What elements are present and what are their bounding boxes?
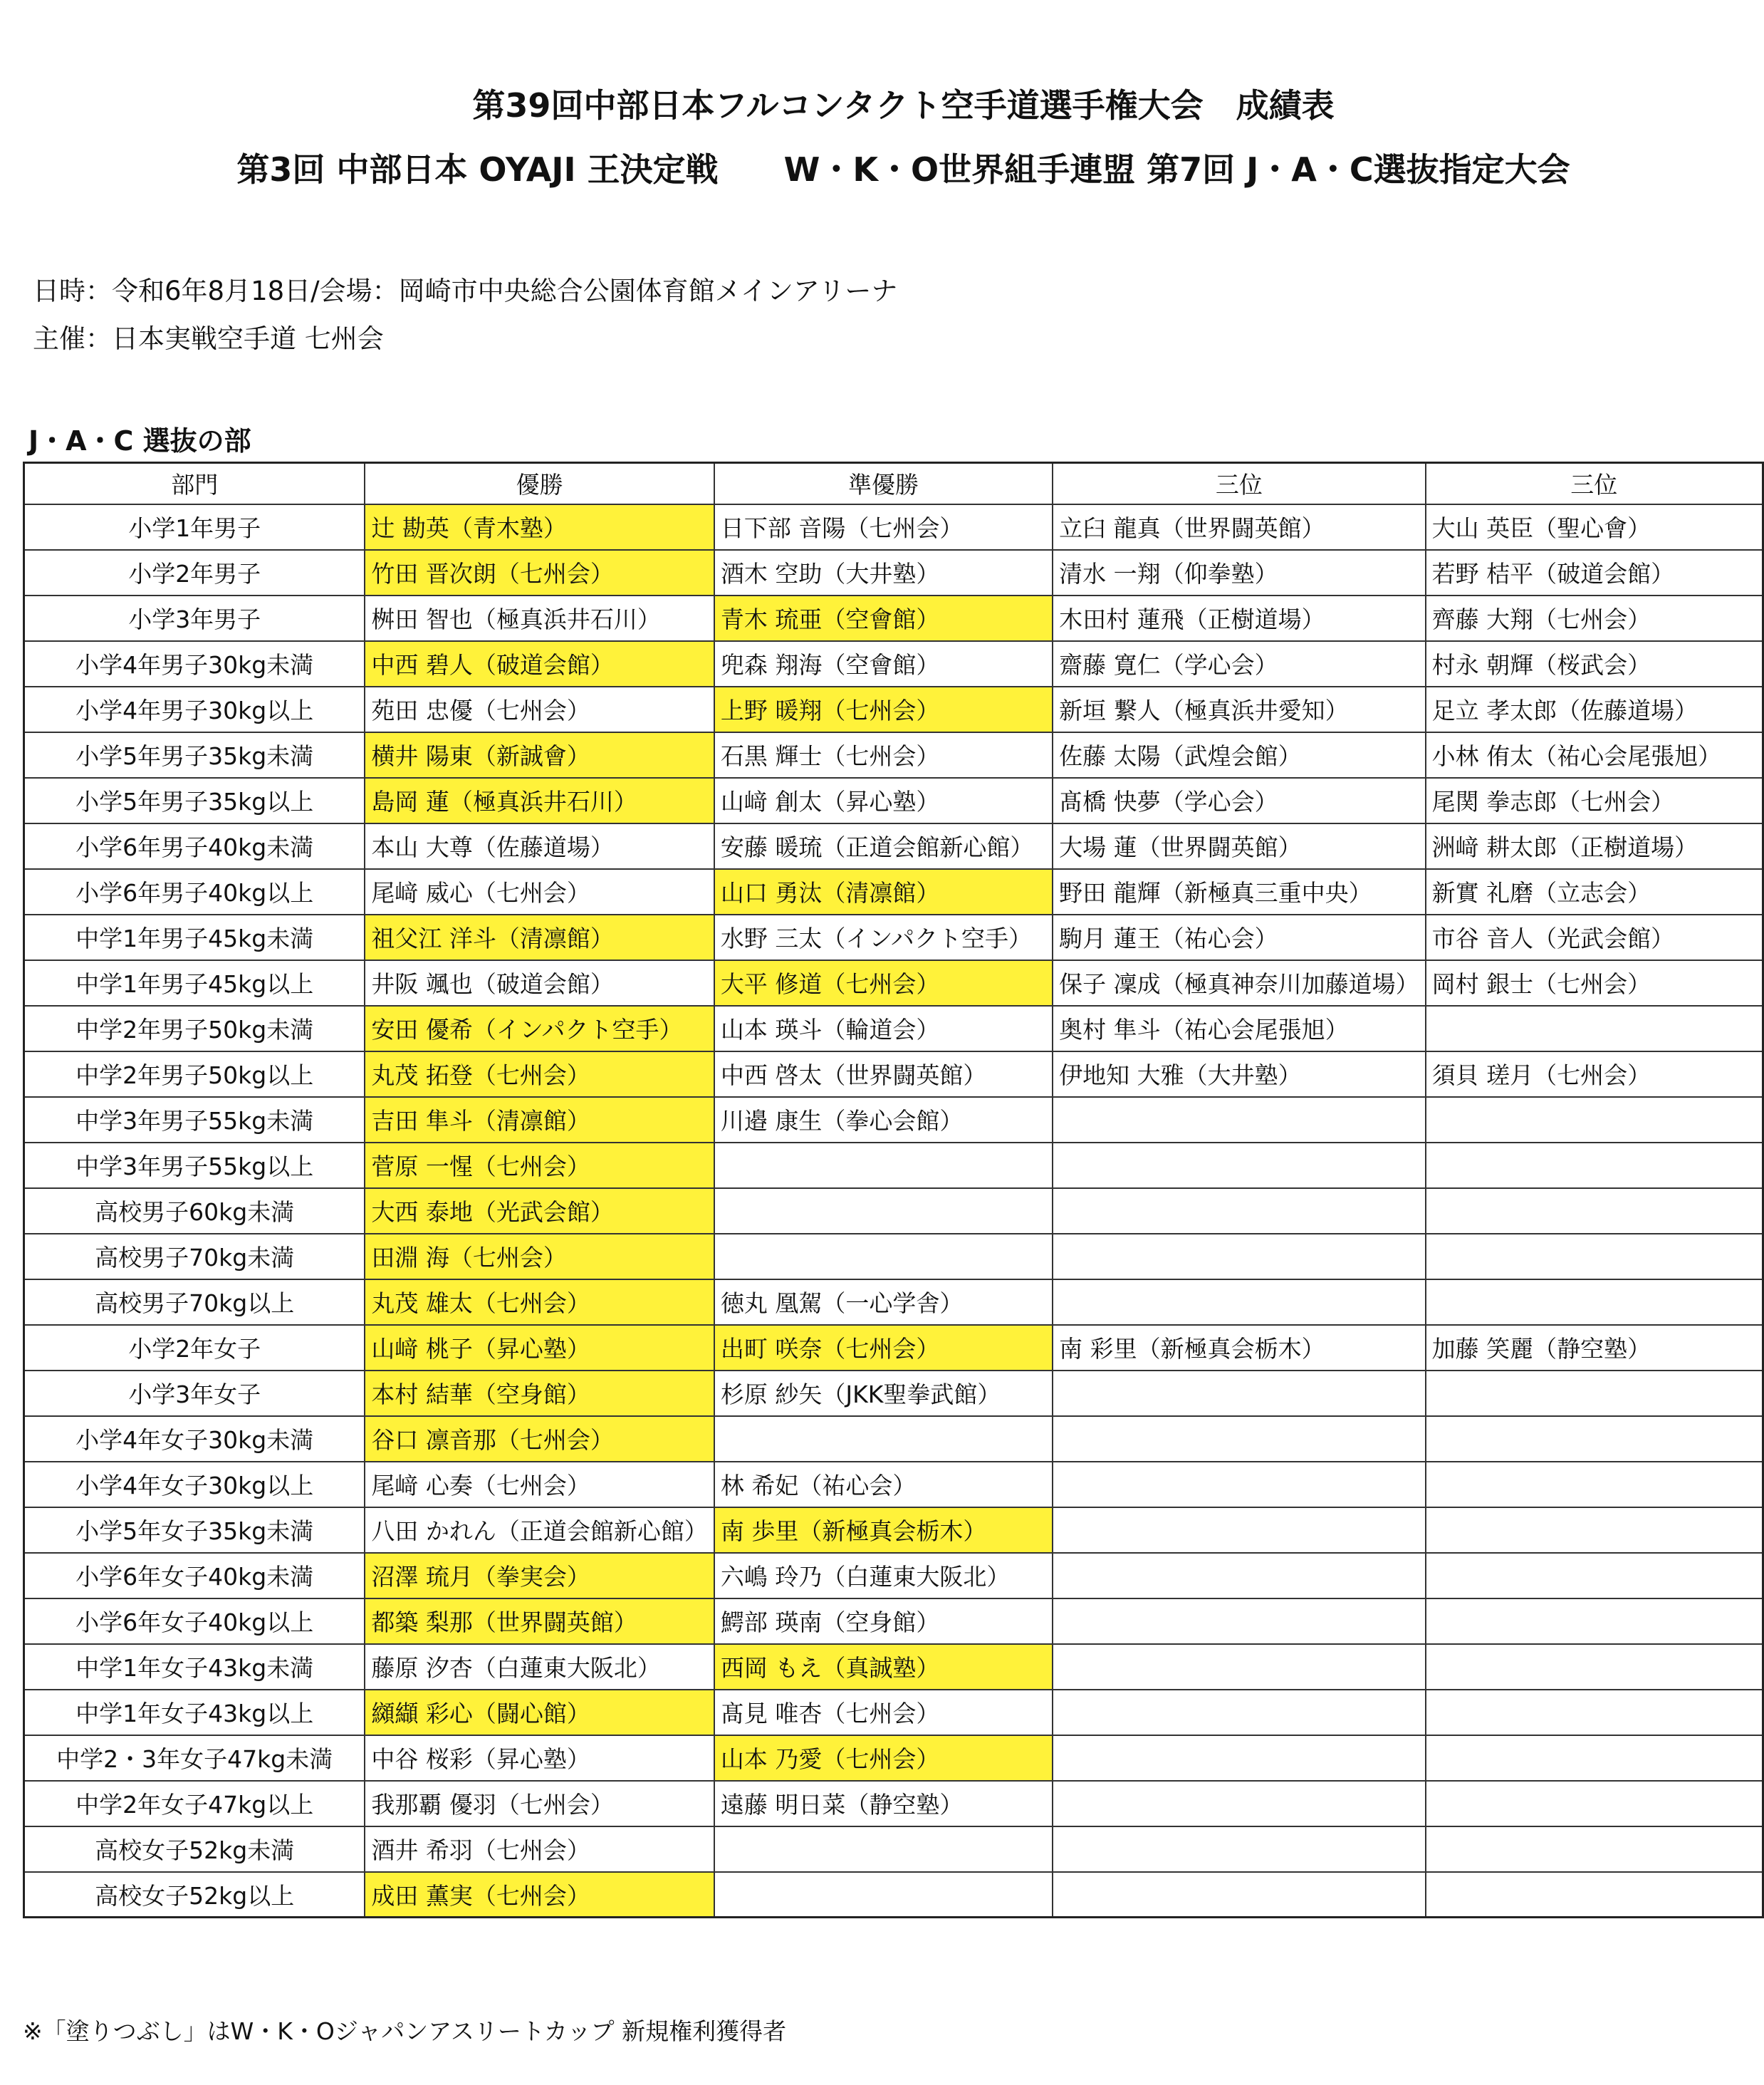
runner-up-cell: 青木 琉亜（空會館） (714, 596, 1053, 641)
event-organizer: 主催：日本実戦空手道 七州会 (33, 323, 384, 354)
division-cell: 小学6年女子40kg未満 (24, 1553, 365, 1598)
third-place-cell: 足立 孝太郎（佐藤道場） (1426, 687, 1763, 732)
third-place-cell: 伊地知 大雅（大井塾） (1053, 1051, 1426, 1097)
winner-cell: 尾﨑 心奏（七州会） (365, 1462, 714, 1507)
runner-up-cell: 山﨑 創太（昇心塾） (714, 778, 1053, 823)
runner-up-cell (714, 1188, 1053, 1234)
runner-up-cell: 六嶋 玲乃（白蓮東大阪北） (714, 1553, 1053, 1598)
runner-up-cell: 上野 暖翔（七州会） (714, 687, 1053, 732)
table-row (24, 823, 1763, 869)
header-division: 部門 (24, 463, 365, 504)
division-cell: 高校男子70kg以上 (24, 1279, 365, 1325)
third-place-cell (1053, 1781, 1426, 1826)
table-row (24, 1051, 1763, 1097)
third-place-cell (1426, 1872, 1763, 1918)
table-row (24, 869, 1763, 915)
table-row (24, 1553, 1763, 1598)
winner-cell: 大西 泰地（光武会館） (365, 1188, 714, 1234)
table-row (24, 1735, 1763, 1781)
third-place-cell (1053, 1462, 1426, 1507)
division-cell: 高校女子52kg以上 (24, 1872, 365, 1918)
division-cell: 小学4年男子30kg未満 (24, 641, 365, 687)
third-place-cell (1053, 1097, 1426, 1143)
section-title: J・A・C 選抜の部 (28, 425, 251, 457)
winner-cell: 竹田 晋次朗（七州会） (365, 550, 714, 596)
third-place-cell: 尾関 拳志郎（七州会） (1426, 778, 1763, 823)
winner-cell: 本山 大尊（佐藤道場） (365, 823, 714, 869)
winner-cell: 都築 梨那（世界闘英館） (365, 1598, 714, 1644)
third-place-cell: 立臼 龍真（世界闘英館） (1053, 504, 1426, 550)
winner-cell: 祖父江 洋斗（清凛館） (365, 915, 714, 960)
third-place-cell (1426, 1826, 1763, 1872)
division-cell: 中学1年男子45kg以上 (24, 960, 365, 1006)
runner-up-cell (714, 1872, 1053, 1918)
winner-cell: 本村 結華（空身館） (365, 1371, 714, 1416)
event-date-venue: 日時：令和6年8月18日/会場：岡崎市中央総合公園体育館メインアリーナ (33, 276, 898, 306)
winner-cell: 尾﨑 威心（七州会） (365, 869, 714, 915)
table-row (24, 1097, 1763, 1143)
table-row (24, 504, 1763, 550)
third-place-cell (1426, 1462, 1763, 1507)
winner-cell: 島岡 蓮（極真浜井石川） (365, 778, 714, 823)
winner-cell: 沼澤 琉月（拳実会） (365, 1553, 714, 1598)
runner-up-cell: 中西 啓太（世界闘英館） (714, 1051, 1053, 1097)
third-place-cell (1053, 1826, 1426, 1872)
runner-up-cell: 遠藤 明日菜（静空塾） (714, 1781, 1053, 1826)
table-row (24, 1188, 1763, 1234)
table-row (24, 1826, 1763, 1872)
division-cell: 中学1年女子43kg未満 (24, 1644, 365, 1690)
third-place-cell: 岡村 銀士（七州会） (1426, 960, 1763, 1006)
runner-up-cell (714, 1143, 1053, 1188)
division-cell: 小学1年男子 (24, 504, 365, 550)
third-place-cell: 加藤 笑麗（静空塾） (1426, 1325, 1763, 1371)
winner-cell: 八田 かれん（正道会館新心館） (365, 1507, 714, 1553)
third-place-cell (1053, 1690, 1426, 1735)
division-cell: 中学2年女子47kg以上 (24, 1781, 365, 1826)
table-row (24, 1598, 1763, 1644)
third-place-cell: 髙橋 快夢（学心会） (1053, 778, 1426, 823)
runner-up-cell: 石黒 輝士（七州会） (714, 732, 1053, 778)
table-row (24, 1781, 1763, 1826)
results-table (23, 462, 1764, 1918)
winner-cell: 丸茂 拓登（七州会） (365, 1051, 714, 1097)
runner-up-cell: 出町 咲奈（七州会） (714, 1325, 1053, 1371)
third-place-cell (1053, 1416, 1426, 1462)
runner-up-cell: 南 歩里（新極真会栃木） (714, 1507, 1053, 1553)
third-place-cell: 村永 朝輝（桜武会） (1426, 641, 1763, 687)
third-place-cell: 須貝 瑳月（七州会） (1426, 1051, 1763, 1097)
division-cell: 小学5年男子35kg以上 (24, 778, 365, 823)
division-cell: 小学5年女子35kg未満 (24, 1507, 365, 1553)
runner-up-cell: 安藤 暖琉（正道会館新心館） (714, 823, 1053, 869)
winner-cell: 吉田 隼斗（清凛館） (365, 1097, 714, 1143)
runner-up-cell: 兜森 翔海（空會館） (714, 641, 1053, 687)
division-cell: 小学6年女子40kg以上 (24, 1598, 365, 1644)
division-cell: 小学3年男子 (24, 596, 365, 641)
runner-up-cell: 髙見 唯杏（七州会） (714, 1690, 1053, 1735)
winner-cell: 井阪 颯也（破道会館） (365, 960, 714, 1006)
runner-up-cell (714, 1416, 1053, 1462)
runner-up-cell: 川邉 康生（拳心会館） (714, 1097, 1053, 1143)
table-row (24, 1006, 1763, 1051)
division-cell: 小学6年男子40kg以上 (24, 869, 365, 915)
third-place-cell (1426, 1553, 1763, 1598)
table-row (24, 1872, 1763, 1918)
winner-cell: 丸茂 雄太（七州会） (365, 1279, 714, 1325)
third-place-cell (1426, 1690, 1763, 1735)
winner-cell: 安田 優希（インパクト空手） (365, 1006, 714, 1051)
third-place-cell: 南 彩里（新極真会栃木） (1053, 1325, 1426, 1371)
runner-up-cell: 山本 瑛斗（輪道会） (714, 1006, 1053, 1051)
runner-up-cell: 日下部 音陽（七州会） (714, 504, 1053, 550)
division-cell: 小学3年女子 (24, 1371, 365, 1416)
table-row (24, 1644, 1763, 1690)
third-place-cell (1426, 1234, 1763, 1279)
division-cell: 中学2・3年女子47kg未満 (24, 1735, 365, 1781)
third-place-cell: 奥村 隼斗（祐心会尾張旭） (1053, 1006, 1426, 1051)
third-place-cell: 齋藤 寛仁（学心会） (1053, 641, 1426, 687)
table-row (24, 1234, 1763, 1279)
table-row (24, 960, 1763, 1006)
third-place-cell (1053, 1735, 1426, 1781)
third-place-cell (1053, 1598, 1426, 1644)
header-winner: 優勝 (365, 463, 714, 504)
winner-cell: 纐纈 彩心（闘心館） (365, 1690, 714, 1735)
runner-up-cell: 林 希妃（祐心会） (714, 1462, 1053, 1507)
third-place-cell (1426, 1188, 1763, 1234)
third-place-cell: 小林 侑太（祐心会尾張旭） (1426, 732, 1763, 778)
third-place-cell: 洲﨑 耕太郎（正樹道場） (1426, 823, 1763, 869)
division-cell: 小学6年男子40kg未満 (24, 823, 365, 869)
winner-cell: 辻 勘英（青木塾） (365, 504, 714, 550)
third-place-cell: 市谷 音人（光武会館） (1426, 915, 1763, 960)
division-cell: 中学2年男子50kg未満 (24, 1006, 365, 1051)
winner-cell: 藤原 汐杏（白蓮東大阪北） (365, 1644, 714, 1690)
table-row (24, 778, 1763, 823)
table-row (24, 1507, 1763, 1553)
winner-cell: 中西 碧人（破道会館） (365, 641, 714, 687)
third-place-cell: 大場 蓮（世界闘英館） (1053, 823, 1426, 869)
third-place-cell (1426, 1279, 1763, 1325)
winner-cell: 成田 薫実（七州会） (365, 1872, 714, 1918)
results-body (24, 504, 1763, 1918)
header-third-place: 三位 (1426, 463, 1763, 504)
third-place-cell: 新實 礼磨（立志会） (1426, 869, 1763, 915)
division-cell: 小学2年女子 (24, 1325, 365, 1371)
division-cell: 中学2年男子50kg以上 (24, 1051, 365, 1097)
table-row (24, 1279, 1763, 1325)
winner-cell: 酒井 希羽（七州会） (365, 1826, 714, 1872)
third-place-cell (1053, 1507, 1426, 1553)
third-place-cell: 駒月 蓮王（祐心会） (1053, 915, 1426, 960)
table-row (24, 596, 1763, 641)
runner-up-cell: 大平 修道（七州会） (714, 960, 1053, 1006)
third-place-cell: 齊藤 大翔（七州会） (1426, 596, 1763, 641)
winner-cell: 苑田 忠優（七州会） (365, 687, 714, 732)
third-place-cell (1053, 1234, 1426, 1279)
division-cell: 高校男子60kg未満 (24, 1188, 365, 1234)
third-place-cell (1426, 1006, 1763, 1051)
division-cell: 高校女子52kg未満 (24, 1826, 365, 1872)
winner-cell: 桝田 智也（極真浜井石川） (365, 596, 714, 641)
division-cell: 小学2年男子 (24, 550, 365, 596)
third-place-cell (1426, 1735, 1763, 1781)
winner-cell: 我那覇 優羽（七州会） (365, 1781, 714, 1826)
runner-up-cell: 山本 乃愛（七州会） (714, 1735, 1053, 1781)
third-place-cell (1426, 1598, 1763, 1644)
runner-up-cell (714, 1234, 1053, 1279)
division-cell: 小学5年男子35kg未満 (24, 732, 365, 778)
division-cell: 中学1年女子43kg以上 (24, 1690, 365, 1735)
winner-cell: 横井 陽東（新誠會） (365, 732, 714, 778)
third-place-cell: 若野 桔平（破道会館） (1426, 550, 1763, 596)
header-third-place: 三位 (1053, 463, 1426, 504)
page-title: 第39回中部日本フルコンタクト空手道選手権大会 成績表 (472, 86, 1335, 125)
third-place-cell (1053, 1553, 1426, 1598)
division-cell: 中学3年男子55kg以上 (24, 1143, 365, 1188)
table-header-row (24, 463, 1763, 504)
table-row (24, 641, 1763, 687)
winner-cell: 菅原 一惺（七州会） (365, 1143, 714, 1188)
third-place-cell (1053, 1279, 1426, 1325)
division-cell: 小学4年女子30kg未満 (24, 1416, 365, 1462)
third-place-cell (1053, 1188, 1426, 1234)
table-row (24, 732, 1763, 778)
third-place-cell: 新垣 繋人（極真浜井愛知） (1053, 687, 1426, 732)
third-place-cell: 佐藤 太陽（武煌会館） (1053, 732, 1426, 778)
page-subtitle: 第3回 中部日本 OYAJI 王決定戦 W・K・O世界組手連盟 第7回 J・A・C選抜指定大会 (236, 150, 1570, 189)
division-cell: 中学3年男子55kg未満 (24, 1097, 365, 1143)
runner-up-cell: 杉原 紗矢（JKK聖拳武館） (714, 1371, 1053, 1416)
table-row (24, 1416, 1763, 1462)
third-place-cell (1053, 1872, 1426, 1918)
third-place-cell (1426, 1143, 1763, 1188)
table-row (24, 550, 1763, 596)
division-cell: 中学1年男子45kg未満 (24, 915, 365, 960)
table-row (24, 1325, 1763, 1371)
table-row (24, 1143, 1763, 1188)
runner-up-cell: 鰐部 瑛南（空身館） (714, 1598, 1053, 1644)
third-place-cell: 野田 龍輝（新極真三重中央） (1053, 869, 1426, 915)
third-place-cell (1053, 1371, 1426, 1416)
division-cell: 小学4年男子30kg以上 (24, 687, 365, 732)
runner-up-cell: 山口 勇汰（清凛館） (714, 869, 1053, 915)
runner-up-cell: 西岡 もえ（真誠塾） (714, 1644, 1053, 1690)
division-cell: 高校男子70kg未満 (24, 1234, 365, 1279)
third-place-cell (1426, 1416, 1763, 1462)
runner-up-cell: 徳丸 凰駕（一心学舎） (714, 1279, 1053, 1325)
third-place-cell: 大山 英臣（聖心會） (1426, 504, 1763, 550)
runner-up-cell (714, 1826, 1053, 1872)
winner-cell: 中谷 桜彩（昇心塾） (365, 1735, 714, 1781)
third-place-cell: 保子 凜成（極真神奈川加藤道場） (1053, 960, 1426, 1006)
third-place-cell (1426, 1644, 1763, 1690)
third-place-cell: 木田村 蓮飛（正樹道場） (1053, 596, 1426, 641)
header-runner-up: 準優勝 (714, 463, 1053, 504)
third-place-cell (1426, 1371, 1763, 1416)
third-place-cell (1426, 1507, 1763, 1553)
third-place-cell (1426, 1781, 1763, 1826)
footnote: ※「塗りつぶし」はW・K・Oジャパンアスリートカップ 新規権利獲得者 (23, 2017, 787, 2045)
division-cell: 小学4年女子30kg以上 (24, 1462, 365, 1507)
table-row (24, 1690, 1763, 1735)
winner-cell: 山﨑 桃子（昇心塾） (365, 1325, 714, 1371)
table-row (24, 1371, 1763, 1416)
third-place-cell (1053, 1644, 1426, 1690)
table-row (24, 1462, 1763, 1507)
third-place-cell: 清水 一翔（仰拳塾） (1053, 550, 1426, 596)
table-row (24, 687, 1763, 732)
third-place-cell (1426, 1097, 1763, 1143)
runner-up-cell: 酒木 空助（大井塾） (714, 550, 1053, 596)
table-row (24, 915, 1763, 960)
third-place-cell (1053, 1143, 1426, 1188)
winner-cell: 谷口 凛音那（七州会） (365, 1416, 714, 1462)
winner-cell: 田淵 海（七州会） (365, 1234, 714, 1279)
runner-up-cell: 水野 三太（インパクト空手） (714, 915, 1053, 960)
